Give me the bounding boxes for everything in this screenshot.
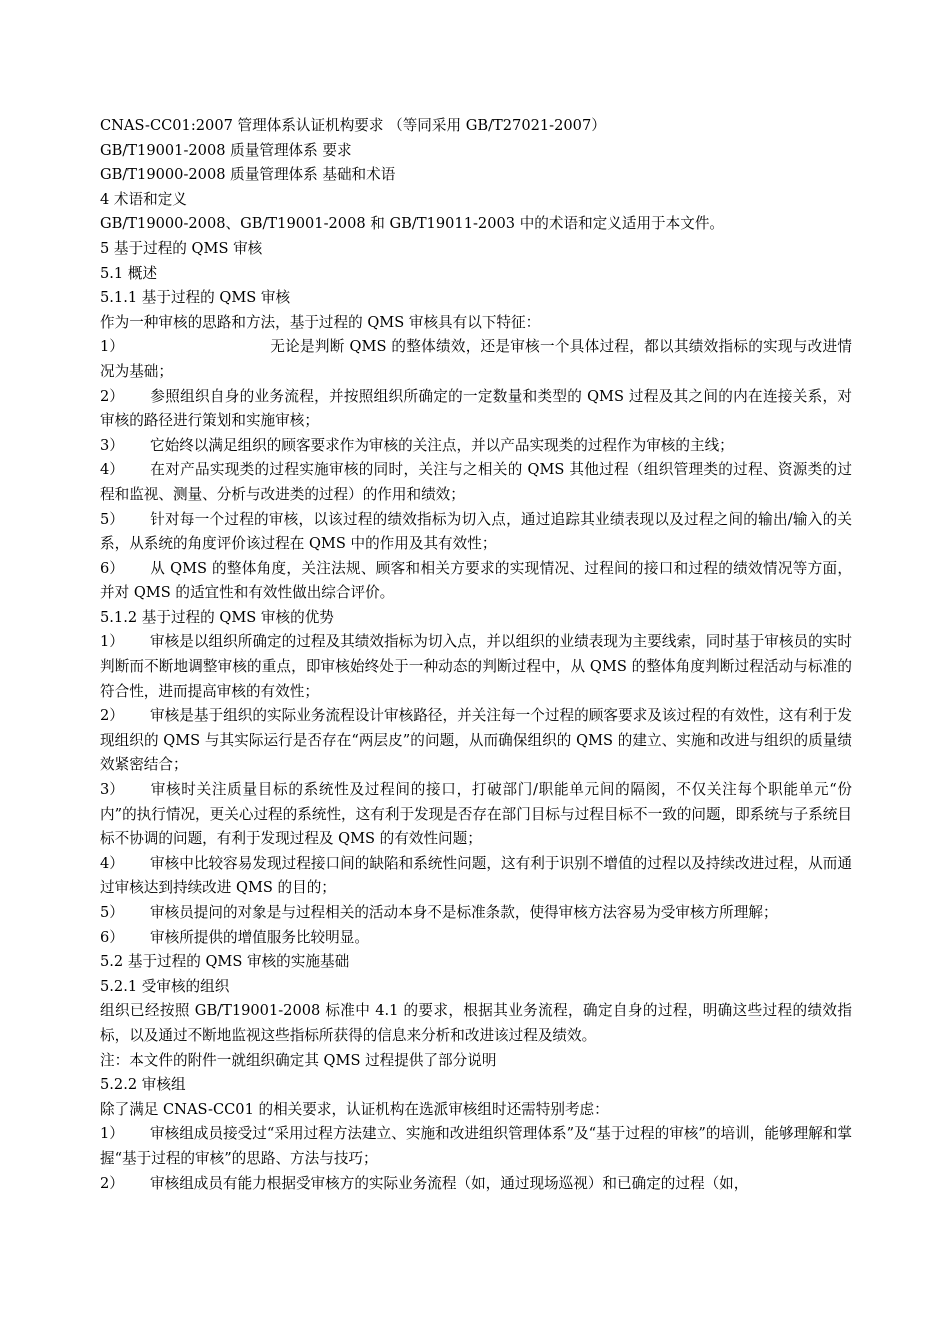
list-item	[100, 901, 852, 926]
list-item-text: 审核是基于组织的实际业务流程设计审核路径，并关注每一个过程的顾客要求及该过程的有效性，这有利于发现组织的 QMS 与其实际运行是否存在“两层皮”的问题，从而确保组织的 QMS 的建立、实施和改进与组织的质量绩效紧密结合；	[100, 707, 852, 774]
list-item-text: 无论是判断 QMS 的整体绩效，还是审核一个具体过程，都以其绩效指标的实现与改进情况为基础；	[100, 338, 852, 380]
paragraph: 组织已经按照 GB/T19001-2008 标准中 4.1 的要求，根据其业务流程，确定自身的过程，明确这些过程的绩效指标，以及通过不断地监视这些指标所获得的信息来分析和改进该过程及绩效。	[100, 1002, 852, 1044]
document-page	[100, 114, 852, 1196]
list-item	[100, 458, 852, 507]
reference-line: GB/T19001-2008 质量管理体系 要求	[100, 141, 352, 159]
list-item-text: 针对每一个过程的审核，以该过程的绩效指标为切入点，通过追踪其业绩表现以及过程之间的输出/输入的关系，从系统的角度评价该过程在 QMS 中的作用及其有效性；	[100, 510, 852, 553]
list-item-number: 4）	[100, 461, 124, 479]
list-item-text: 参照组织自身的业务流程，并按照组织所确定的一定数量和类型的 QMS 过程及其之间的内在连接关系，对审核的路径进行策划和实施审核；	[100, 387, 852, 430]
section-heading: 5.2.2 审核组	[100, 1076, 186, 1094]
list-item	[100, 852, 852, 901]
list-item-number: 3）	[100, 436, 124, 454]
list-item-text: 审核员提问的对象是与过程相关的活动本身不是标准条款，使得审核方法容易为受审核方所理解；	[150, 904, 778, 921]
paragraph: GB/T19000-2008、GB/T19001-2008 和 GB/T19011-2003 中的术语和定义适用于本文件。	[100, 215, 725, 233]
list-item	[100, 335, 852, 384]
section-heading: 5 基于过程的 QMS 审核	[100, 239, 263, 257]
list-item	[100, 926, 852, 951]
list-item-number: 6）	[100, 928, 124, 946]
list-item-text: 审核中比较容易发现过程接口间的缺陷和系统性问题，这有利于识别不增值的过程以及持续改进过程，从而通过审核达到持续改进 QMS 的目的；	[100, 854, 852, 897]
list-item-number: 5）	[100, 510, 124, 528]
list-item	[100, 508, 852, 557]
list-item-number: 1）	[100, 633, 124, 651]
list-item-number: 2）	[100, 387, 124, 405]
list-item-text: 从 QMS 的整体角度，关注法规、顾客和相关方要求的实现情况、过程间的接口和过程的绩效情况等方面，并对 QMS 的适宜性和有效性做出综合评价。	[100, 559, 852, 602]
list-item	[100, 630, 852, 704]
list-item-text: 审核组成员接受过“采用过程方法建立、实施和改进组织管理体系”及“基于过程的审核”的培训，能够理解和掌握“基于过程的审核”的思路、方法与技巧；	[100, 1125, 852, 1167]
paragraph: 除了满足 CNAS-CC01 的相关要求，认证机构在选派审核组时还需特别考虑：	[100, 1100, 609, 1118]
list-item-text: 审核是以组织所确定的过程及其绩效指标为切入点，并以组织的业绩表现为主要线索，同时基于审核员的实时判断而不断地调整审核的重点，即审核始终处于一种动态的判断过程中，从 QMS 的整体角度判断过程活动与标准的符合性，进而提高审核的有效性；	[100, 633, 852, 700]
list-item	[100, 704, 852, 778]
paragraph: 作为一种审核的思路和方法，基于过程的 QMS 审核具有以下特征：	[100, 313, 541, 331]
note: 注：本文件的附件一就组织确定其 QMS 过程提供了部分说明	[100, 1051, 497, 1069]
list-item-number: 2）	[100, 1174, 124, 1192]
list-item-text: 审核组成员有能力根据受审核方的实际业务流程（如，通过现场巡视）和已确定的过程（如，	[150, 1174, 749, 1192]
list-item	[100, 434, 852, 459]
section-heading: 5.2 基于过程的 QMS 审核的实施基础	[100, 953, 350, 971]
list-item	[100, 1172, 852, 1197]
list-item-number: 3）	[100, 781, 124, 799]
section-heading: 5.1.1 基于过程的 QMS 审核	[100, 289, 291, 307]
list-item-number: 2）	[100, 707, 124, 725]
list-item-number: 5）	[100, 904, 124, 921]
list-item-number: 1）	[100, 1125, 124, 1143]
section-heading: 5.1.2 基于过程的 QMS 审核的优势	[100, 608, 334, 626]
list-item	[100, 557, 852, 606]
list-item-number: 1）	[100, 338, 124, 356]
list-item-text: 它始终以满足组织的顾客要求作为审核的关注点，并以产品实现类的过程作为审核的主线；	[150, 436, 734, 454]
list-item-number: 4）	[100, 854, 124, 872]
section-heading: 5.1 概述	[100, 264, 158, 282]
list-item	[100, 1122, 852, 1171]
section-heading: 5.2.1 受审核的组织	[100, 977, 230, 995]
reference-line: CNAS-CC01:2007 管理体系认证机构要求 （等同采用 GB/T27021-2007）	[100, 117, 606, 134]
list-item-number: 6）	[100, 559, 124, 577]
list-item	[100, 385, 852, 434]
section-heading: 4 术语和定义	[100, 190, 187, 208]
list-item-text: 审核所提供的增值服务比较明显。	[150, 928, 369, 946]
list-item-text: 审核时关注质量目标的系统性及过程间的接口，打破部门/职能单元间的隔阂，不仅关注每个职能单元“份内”的执行情况，更关心过程的系统性，这有利于发现是否存在部门目标与过程目标不一致的问题，即系统与子系统目标不协调的问题，有利于发现过程及 QMS 的有效性问题；	[100, 781, 852, 848]
reference-line: GB/T19000-2008 质量管理体系 基础和术语	[100, 166, 396, 184]
list-item	[100, 778, 852, 852]
list-item-text: 在对产品实现类的过程实施审核的同时，关注与之相关的 QMS 其他过程（组织管理类的过程、资源类的过程和监视、测量、分析与改进类的过程）的作用和绩效；	[100, 461, 852, 503]
